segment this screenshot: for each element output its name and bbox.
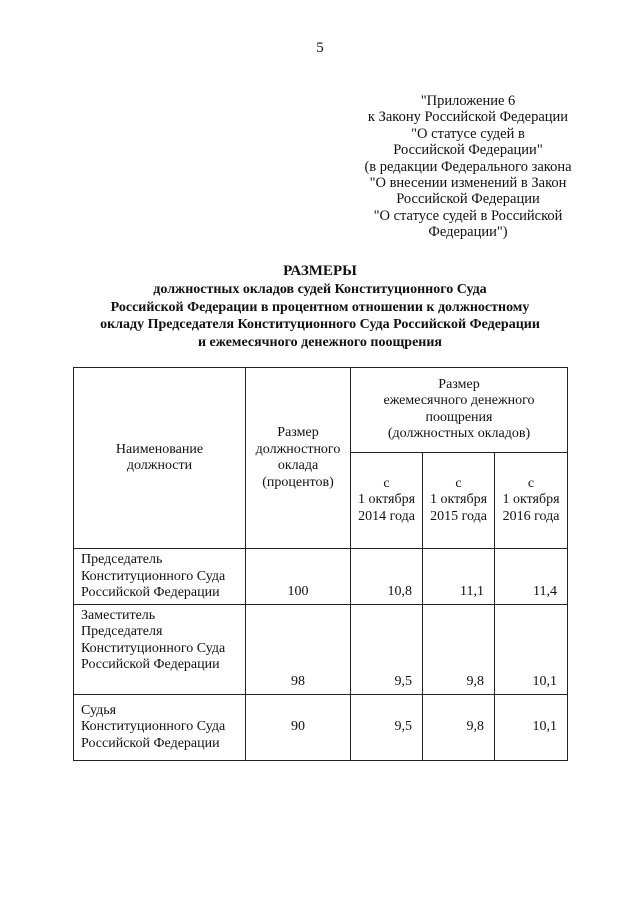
header-date-2015: с 1 октября 2015 года xyxy=(423,452,495,548)
appendix-line: к Закону Российской Федерации xyxy=(367,109,569,126)
subtitle-line: Российской Федерации в процентном отношении к должностному xyxy=(110,299,530,315)
bonus-cell: 9,5 xyxy=(351,694,423,760)
table-row xyxy=(74,549,568,605)
header-bonus-group: Размер ежемесячного денежного поощрения (должностных окладов) xyxy=(351,368,568,453)
bonus-cell: 9,8 xyxy=(423,694,495,760)
header-position: Наименование должности xyxy=(74,368,246,549)
position-cell: Заместитель Председателя Конституционного Суда Российской Федерации xyxy=(74,604,246,694)
table-row xyxy=(74,694,568,760)
salary-cell: 98 xyxy=(246,604,351,694)
header-date-2014: с 1 октября 2014 года xyxy=(351,452,423,548)
bonus-cell: 11,1 xyxy=(423,549,495,605)
document-subtitle xyxy=(0,281,640,351)
salary-cell: 90 xyxy=(246,694,351,760)
appendix-line: (в редакции Федерального закона xyxy=(364,158,572,175)
document-heading xyxy=(0,262,640,351)
bonus-cell: 9,8 xyxy=(423,604,495,694)
salary-cell: 100 xyxy=(246,549,351,605)
appendix-line: Российской Федерации" xyxy=(393,142,543,159)
position-cell: Председатель Конституционного Суда Российской Федерации xyxy=(74,549,246,605)
appendix-note xyxy=(318,93,618,241)
subtitle-line: и ежемесячного денежного поощрения xyxy=(197,334,443,350)
subtitle-line: окладу Председателя Конституционного Суда Российской Федерации xyxy=(100,317,540,333)
appendix-line: "О статусе судей в xyxy=(411,125,525,142)
document-title: РАЗМЕРЫ xyxy=(283,263,357,279)
appendix-line: Федерации") xyxy=(428,224,508,241)
appendix-line: "О статусе судей в Российской xyxy=(373,207,563,224)
header-date-2016: с 1 октября 2016 года xyxy=(495,452,568,548)
bonus-cell: 10,8 xyxy=(351,549,423,605)
header-salary: Размер должностного оклада (процентов) xyxy=(246,368,351,549)
table-row xyxy=(74,604,568,694)
table-header-row xyxy=(74,368,568,453)
position-cell: Судья Конституционного Суда Российской Федерации xyxy=(74,694,246,760)
subtitle-line: должностных окладов судей Конституционного Суда xyxy=(153,282,487,297)
appendix-line: "О внесении изменений в Закон xyxy=(369,175,567,192)
bonus-cell: 9,5 xyxy=(351,604,423,694)
appendix-line: "Приложение 6 xyxy=(420,93,516,109)
salary-table xyxy=(73,367,568,761)
bonus-cell: 10,1 xyxy=(495,694,568,760)
appendix-line: Российской Федерации xyxy=(396,191,540,208)
bonus-cell: 11,4 xyxy=(495,549,568,605)
page-number: 5 xyxy=(316,40,324,56)
bonus-cell: 10,1 xyxy=(495,604,568,694)
